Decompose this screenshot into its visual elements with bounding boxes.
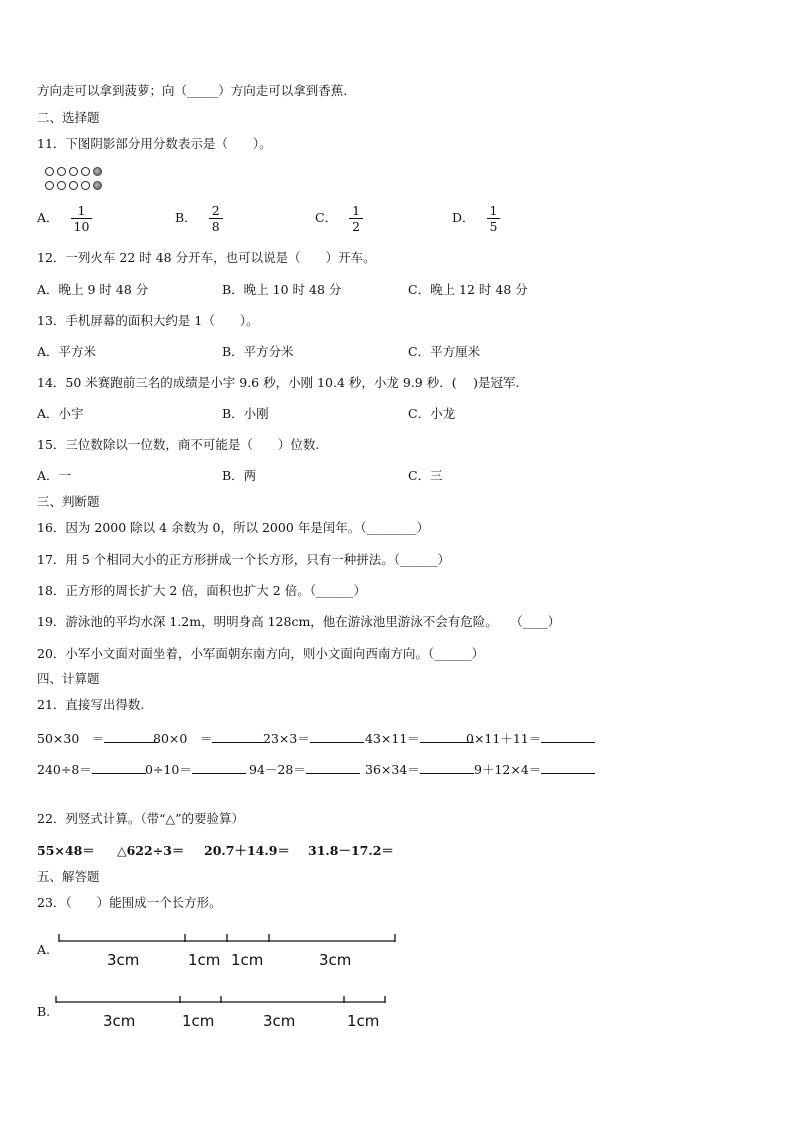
- segment-length-label: 1cm: [347, 1012, 380, 1030]
- q10-continuation: 方向走可以拿到菠萝；向（_____）方向走可以拿到香蕉.: [37, 83, 348, 98]
- question-22: 22．列竖式计算。（带“△”的要验算）: [37, 811, 245, 826]
- segment-line-b: [56, 996, 385, 1003]
- q23-option-b-label[interactable]: B.: [37, 1004, 51, 1019]
- q11-option-c[interactable]: C． $\frac{1}{2}$: [315, 203, 363, 234]
- segment-length-label: 1cm: [231, 951, 264, 969]
- q14-option-c[interactable]: C．小龙: [408, 406, 456, 421]
- question-19: 19．游泳池的平均水深 1.2m，明明身高 128cm，他在游泳池里游泳不会有危险。 （____）: [37, 614, 561, 629]
- q15-option-a[interactable]: A．一: [37, 468, 72, 483]
- section-judge-heading: 三、判断题: [37, 494, 100, 509]
- q11-option-d[interactable]: D． $\frac{1}{5}$: [452, 203, 500, 234]
- q23-option-a-label[interactable]: A.: [37, 942, 51, 957]
- question-15: 15．三位数除以一位数，商不可能是（ ）位数.: [37, 437, 320, 452]
- q14-option-b[interactable]: B．小刚: [222, 406, 269, 421]
- fraction: $\frac{2}{8}$: [209, 203, 223, 234]
- fraction: $\frac{1}{2}$: [349, 203, 363, 234]
- question-17: 17．用 5 个相同大小的正方形拼成一个长方形，只有一种拼法。（______）: [37, 552, 451, 567]
- calc-item[interactable]: 0×11＋11＝: [466, 730, 595, 747]
- calc-item[interactable]: 94－28＝: [249, 761, 360, 778]
- question-20: 20．小军小文面对面坐着，小军面朝东南方向，则小文面向西南方向。（______）: [37, 646, 485, 661]
- q14-option-a[interactable]: A．小宇: [37, 406, 84, 421]
- question-13: 13．手机屏幕的面积大约是 1（ ）。: [37, 313, 259, 328]
- q11-option-b[interactable]: B． $\frac{2}{8}$: [175, 203, 223, 234]
- question-11: 11．下图阴影部分用分数表示是（ ）。: [37, 136, 272, 151]
- calc-item[interactable]: 36×34＝: [365, 761, 474, 778]
- vertical-calc-item: 20.7＋14.9＝: [204, 843, 290, 858]
- segment-length-label: 3cm: [319, 951, 352, 969]
- question-23: 23．（ ）能围成一个长方形。: [37, 895, 222, 910]
- fraction: $\frac{1}{5}$: [487, 203, 501, 234]
- vertical-calc-item: △622÷3＝: [117, 843, 185, 858]
- q12-option-a[interactable]: A．晚上 9 时 48 分: [37, 282, 149, 297]
- segment-line-a: [59, 934, 395, 942]
- calc-item[interactable]: 9＋12×4＝: [474, 761, 595, 778]
- q11-option-a[interactable]: A． $\frac{1}{10}$: [37, 203, 92, 234]
- calc-item[interactable]: 0÷10＝: [145, 761, 246, 778]
- calc-item[interactable]: 23×3＝: [263, 730, 364, 747]
- question-18: 18．正方形的周长扩大 2 倍，面积也扩大 2 倍。（______）: [37, 583, 366, 598]
- segment-length-label: 3cm: [103, 1012, 136, 1030]
- segment-length-label: 3cm: [107, 951, 140, 969]
- q13-option-a[interactable]: A．平方米: [37, 344, 97, 359]
- section-answer-heading: 五、解答题: [37, 869, 100, 884]
- calc-item[interactable]: 240÷8＝: [37, 761, 146, 778]
- q13-option-c[interactable]: C．平方厘米: [408, 344, 481, 359]
- segment-length-label: 3cm: [263, 1012, 296, 1030]
- question-21: 21．直接写出得数.: [37, 697, 145, 712]
- vertical-calc-item: 31.8－17.2＝: [308, 843, 394, 858]
- calc-item[interactable]: 80×0 ＝: [153, 730, 266, 747]
- calc-item[interactable]: 50×30 ＝: [37, 730, 158, 747]
- calc-item[interactable]: 43×11＝: [365, 730, 474, 747]
- q12-option-b[interactable]: B．晚上 10 时 48 分: [222, 282, 342, 297]
- segment-length-label: 1cm: [182, 1012, 215, 1030]
- q13-option-b[interactable]: B．平方分米: [222, 344, 294, 359]
- segment-length-label: 1cm: [188, 951, 221, 969]
- section-calc-heading: 四、计算题: [37, 671, 100, 686]
- question-14: 14．50 米赛跑前三名的成绩是小宇 9.6 秒，小刚 10.4 秒，小龙 9.9 秒．( )是冠军.: [37, 375, 520, 390]
- question-12: 12．一列火车 22 时 48 分开车，也可以说是（ ）开车。: [37, 250, 376, 265]
- q12-option-c[interactable]: C．晚上 12 时 48 分: [408, 282, 528, 297]
- section-choice-heading: 二、选择题: [37, 110, 100, 125]
- fraction: $\frac{1}{10}$: [71, 203, 93, 234]
- q15-option-c[interactable]: C．三: [408, 468, 443, 483]
- vertical-calc-item: 55×48＝: [37, 843, 95, 858]
- q15-option-b[interactable]: B．两: [222, 468, 257, 483]
- question-16: 16．因为 2000 除以 4 余数为 0，所以 2000 年是闰年。（________）: [37, 520, 429, 535]
